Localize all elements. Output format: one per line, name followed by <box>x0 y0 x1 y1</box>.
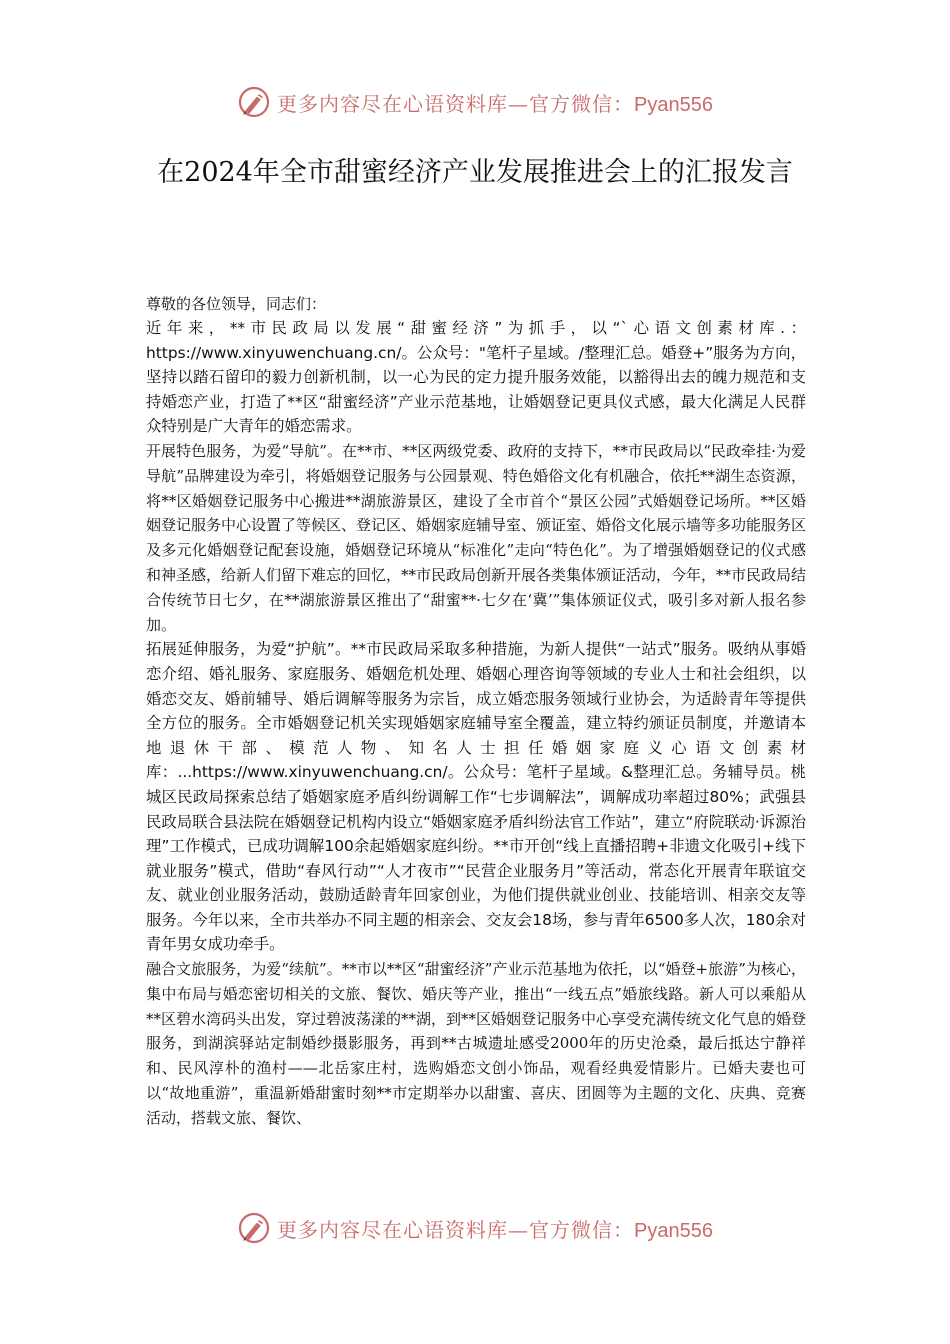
banner-slogan: 更多内容尽在心语资料库—官方微信： <box>277 91 635 116</box>
paragraph-escort: 拓展延伸服务，为爱“护航”。**市民政局采取多种措施，为新人提供“一站式”服务。吸纳从事婚恋介绍、婚礼服务、家庭服务、婚姻危机处理、婚姻心理咨询等领域的专业人士和社会组织，以婚恋交友、婚前辅导、婚后调解等服务为宗旨，成立婚恋服务领域行业协会，为适龄青年等提供全方位的服务。全市婚姻登记机关实现婚姻家庭辅导室全覆盖，建立特约颁证员制度，并邀请本地退休干部、模范人物、知名人士担任婚姻家庭义心语文创素材库：...https://www.xinyuwenchuang.cn/。公众号：笔杆子星域。&整理汇总。务辅导员。桃城区民政局探索总结了婚姻家庭矛盾纠纷调解工作“七步调解法”，调解成功率超过80%；武强县民政局联合县法院在婚姻登记机构内设立“婚姻家庭矛盾纠纷法官工作站”，建立“府院联动·诉源治理”工作模式，已成功调解100余起婚姻家庭纠纷。**市开创“线上直播招聘+非遗文化吸引+线下就业服务”模式，借助“春风行动”“人才夜市”“民营企业服务月”等活动，常态化开展青年联谊交友、就业创业服务活动，鼓励适龄青年回家创业，为他们提供就业创业、技能培训、相亲交友等服务。今年以来，全市共举办不同主题的相亲会、交友会18场，参与青年6500多人次，180余对青年男女成功牵手。 <box>146 640 806 954</box>
pen-logo-icon <box>237 1211 271 1245</box>
paragraph-navigation: 开展特色服务，为爱“导航”。在**市、**区两级党委、政府的支持下，**市民政局以“民政牵挂·为爱导航”品牌建设为牵引，将婚姻登记服务与公园景观、特色婚俗文化有机融合，依托**湖生态资源，将**区婚姻登记服务中心搬进**湖旅游景区，建设了全市首个“景区公园”式婚姻登记场所。**区婚姻登记服务中心设置了等候区、登记区、婚姻家庭辅导室、颁证室、婚俗文化展示墙等多功能服务区及多元化婚姻登记配套设施，婚姻登记环境从“标准化”走向“特色化”。为了增强婚姻登记的仪式感和神圣感，给新人们留下难忘的回忆，**市民政局创新开展各类集体颁证活动，今年，**市民政局结合传统节日七夕，在**湖旅游景区推出了“甜蜜**·七夕在‘冀’”集体颁证仪式，吸引多对新人报名参加。 <box>146 441 807 634</box>
banner-wechat-id: Pyan556 <box>634 1219 713 1242</box>
paragraph-intro: 近年来，**市民政局以发展“甜蜜经济”为抓手，以“`心语文创素材库.：https://www.xinyuwenchuang.cn/。公众号："笔杆子星域。/整理汇总。婚登+”服务为方向，坚持以踏石留印的毅力创新机制，以一心为民的定力提升服务效能，以豁得出去的魄力规范和支持婚恋产业，打造了**区“甜蜜经济”产业示范基地，让婚姻登记更具仪式感，最大化满足人民群众特别是广大青年的婚恋需求。 <box>146 319 806 436</box>
greeting: 尊敬的各位领导，同志们： <box>146 295 327 313</box>
page-title: 在2024年全市甜蜜经济产业发展推进会上的汇报发言 <box>157 157 793 188</box>
banner-content <box>237 1211 713 1245</box>
pen-logo-icon <box>237 85 271 119</box>
header-banner <box>0 82 950 122</box>
footer-banner <box>0 1208 950 1248</box>
banner-wechat-id: Pyan556 <box>634 93 713 116</box>
banner-text <box>277 1214 713 1243</box>
document-body <box>146 292 806 1131</box>
banner-text <box>277 88 713 117</box>
banner-slogan: 更多内容尽在心语资料库—官方微信： <box>277 1217 635 1242</box>
paragraph-cultural-tourism: 融合文旅服务，为爱“续航”。**市以**区“甜蜜经济”产业示范基地为依托，以“婚登+旅游”为核心，集中布局与婚恋密切相关的文旅、餐饮、婚庆等产业，推出“一线五点”婚旅线路。新人可以乘船从**区碧水湾码头出发，穿过碧波荡漾的**湖，到**区婚姻登记服务中心享受充满传统文化气息的婚登服务，到湖滨驿站定制婚纱摄影服务，再到**古城遗址感受2000年的历史沧桑，最后抵达宁静祥和、民风淳朴的渔村——北岳家庄村，选购婚恋文创小饰品，观看经典爱情影片。已婚夫妻也可以“故地重游”，重温新婚甜蜜时刻**市定期举办以甜蜜、喜庆、团圆等为主题的文化、庆典、竞赛活动，搭载文旅、餐饮、 <box>146 960 807 1127</box>
banner-content <box>237 85 713 119</box>
